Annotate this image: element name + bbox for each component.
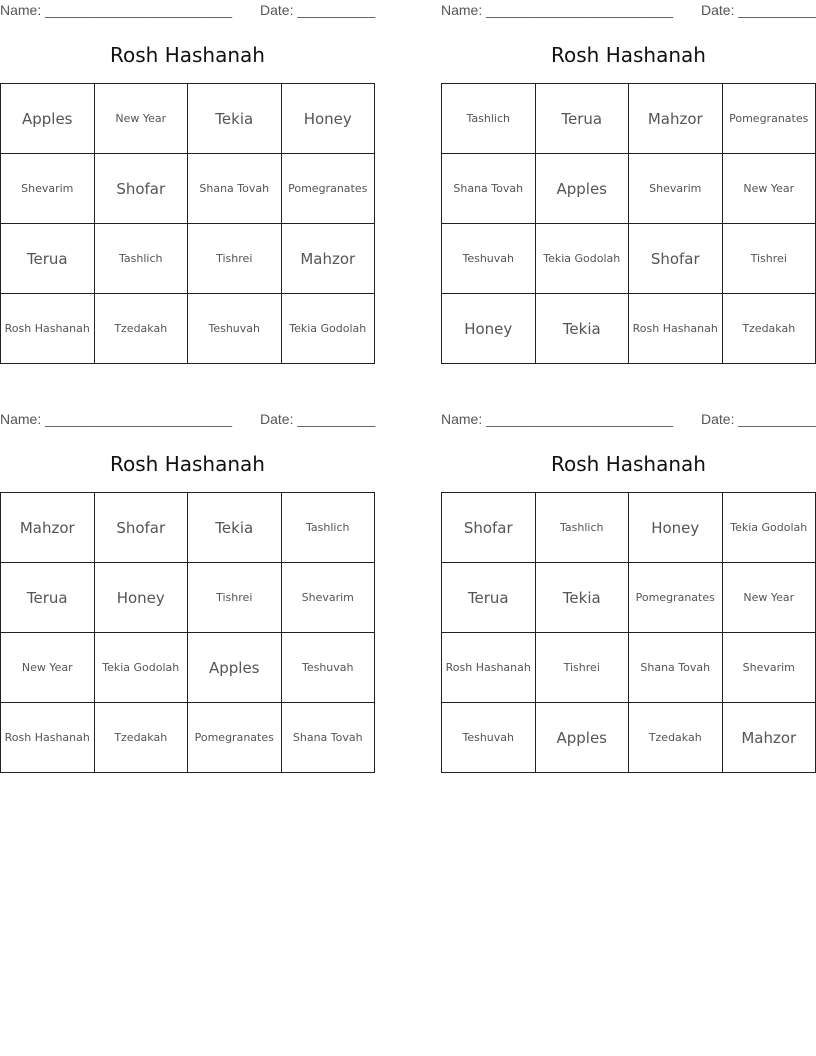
date-field-label: Date: __________ xyxy=(701,2,816,18)
grid-cell: Pomegranates xyxy=(629,563,723,633)
date-field-label: Date: __________ xyxy=(260,2,376,18)
grid-cell: Apples xyxy=(536,154,630,224)
card-title: Rosh Hashanah xyxy=(110,452,265,476)
grid-cell: New Year xyxy=(95,84,189,154)
bingo-card-3 xyxy=(0,409,375,773)
name-field-label: Name: ________________________ xyxy=(0,2,232,18)
date-field-label: Date: __________ xyxy=(260,411,376,427)
card-title: Rosh Hashanah xyxy=(551,452,706,476)
grid-cell: Tzedakah xyxy=(95,703,189,773)
bingo-card-4 xyxy=(441,409,816,773)
grid-cell: Teshuvah xyxy=(282,633,376,703)
grid-cell: Tekia Godolah xyxy=(282,294,376,364)
grid-cell: Tishrei xyxy=(188,224,282,294)
grid-cell: Terua xyxy=(536,84,630,154)
grid-cell: Shofar xyxy=(95,493,189,563)
grid-cell: Shana Tovah xyxy=(442,154,536,224)
grid-cell: Shevarim xyxy=(629,154,723,224)
grid-cell: Tzedakah xyxy=(723,294,816,364)
card-header xyxy=(441,409,816,431)
bingo-grid xyxy=(441,83,816,364)
bingo-grid xyxy=(0,83,375,364)
grid-cell: Shevarim xyxy=(1,154,95,224)
grid-cell: Rosh Hashanah xyxy=(442,633,536,703)
grid-cell: Tzedakah xyxy=(95,294,189,364)
grid-cell: Tekia xyxy=(188,84,282,154)
grid-cell: Apples xyxy=(536,703,630,773)
grid-cell: Shofar xyxy=(95,154,189,224)
name-field-label: Name: ________________________ xyxy=(0,411,232,427)
date-field-label: Date: __________ xyxy=(701,411,816,427)
grid-cell: Honey xyxy=(629,493,723,563)
grid-cell: Terua xyxy=(1,563,95,633)
grid-cell: Shana Tovah xyxy=(629,633,723,703)
grid-cell: Tekia xyxy=(536,563,630,633)
grid-cell: Tashlich xyxy=(95,224,189,294)
grid-cell: Honey xyxy=(442,294,536,364)
grid-cell: New Year xyxy=(1,633,95,703)
card-header xyxy=(0,409,375,431)
grid-cell: Shofar xyxy=(629,224,723,294)
grid-cell: Rosh Hashanah xyxy=(1,703,95,773)
grid-cell: Shevarim xyxy=(282,563,376,633)
grid-cell: Honey xyxy=(282,84,376,154)
grid-cell: Mahzor xyxy=(629,84,723,154)
bingo-grid xyxy=(441,492,816,773)
grid-cell: Tishrei xyxy=(723,224,816,294)
bingo-card-1 xyxy=(0,0,375,364)
grid-cell: Tishrei xyxy=(188,563,282,633)
name-field-label: Name: ________________________ xyxy=(441,411,673,427)
bingo-card-2 xyxy=(441,0,816,364)
grid-cell: Pomegranates xyxy=(188,703,282,773)
grid-cell: Shevarim xyxy=(723,633,816,703)
grid-cell: Terua xyxy=(1,224,95,294)
grid-cell: New Year xyxy=(723,154,816,224)
card-title: Rosh Hashanah xyxy=(110,43,265,67)
card-header xyxy=(0,0,375,22)
grid-cell: Tekia xyxy=(188,493,282,563)
grid-cell: Tashlich xyxy=(282,493,376,563)
grid-cell: Pomegranates xyxy=(282,154,376,224)
grid-cell: Teshuvah xyxy=(442,224,536,294)
grid-cell: Mahzor xyxy=(723,703,816,773)
grid-cell: Mahzor xyxy=(1,493,95,563)
grid-cell: Tekia Godolah xyxy=(95,633,189,703)
grid-cell: Tekia Godolah xyxy=(723,493,816,563)
grid-cell: Honey xyxy=(95,563,189,633)
grid-cell: Terua xyxy=(442,563,536,633)
grid-cell: Shana Tovah xyxy=(188,154,282,224)
grid-cell: Tekia xyxy=(536,294,630,364)
grid-cell: Rosh Hashanah xyxy=(1,294,95,364)
grid-cell: Teshuvah xyxy=(442,703,536,773)
grid-cell: Tashlich xyxy=(536,493,630,563)
grid-cell: Tzedakah xyxy=(629,703,723,773)
grid-cell: Apples xyxy=(1,84,95,154)
grid-cell: Rosh Hashanah xyxy=(629,294,723,364)
grid-cell: New Year xyxy=(723,563,816,633)
grid-cell: Tekia Godolah xyxy=(536,224,630,294)
grid-cell: Teshuvah xyxy=(188,294,282,364)
grid-cell: Tashlich xyxy=(442,84,536,154)
grid-cell: Shana Tovah xyxy=(282,703,376,773)
grid-cell: Shofar xyxy=(442,493,536,563)
grid-cell: Mahzor xyxy=(282,224,376,294)
bingo-grid xyxy=(0,492,375,773)
name-field-label: Name: ________________________ xyxy=(441,2,673,18)
grid-cell: Pomegranates xyxy=(723,84,816,154)
card-title: Rosh Hashanah xyxy=(551,43,706,67)
grid-cell: Apples xyxy=(188,633,282,703)
grid-cell: Tishrei xyxy=(536,633,630,703)
card-header xyxy=(441,0,816,22)
